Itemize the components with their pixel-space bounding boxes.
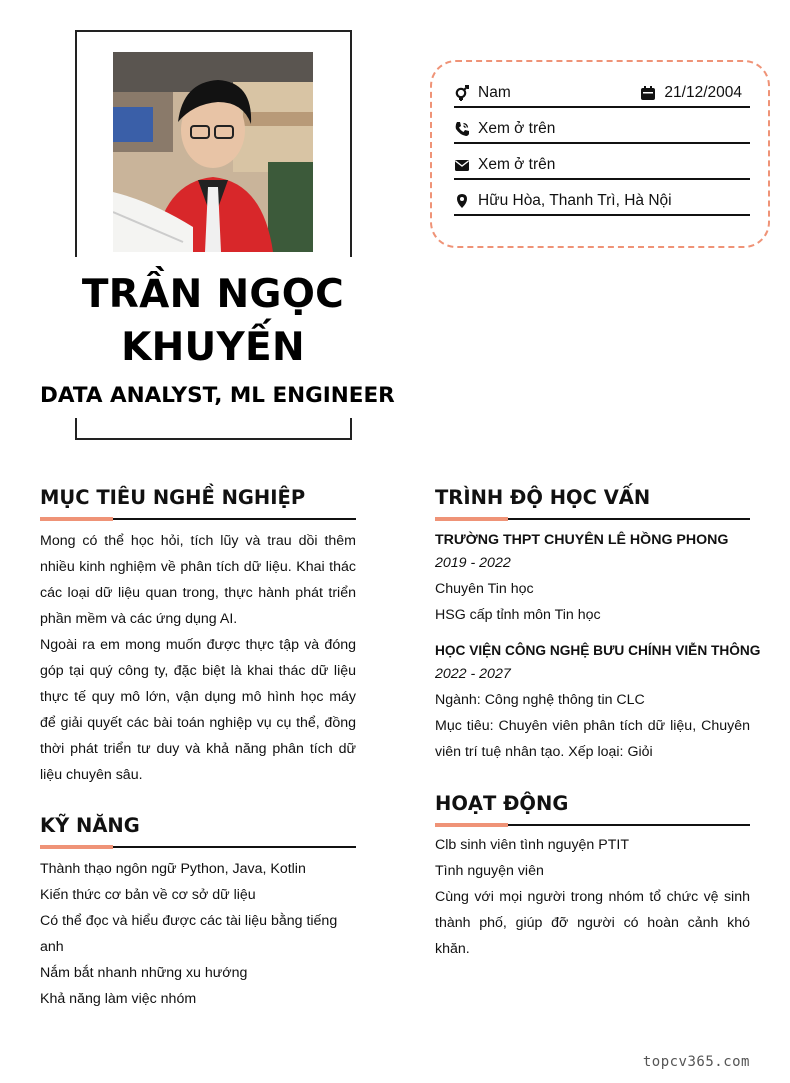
- phone-icon: [454, 121, 470, 137]
- activity-item: Cùng với mọi người trong nhóm tổ chức vệ sinh thành phố, giúp đỡ người có hoàn cảnh khó khăn.: [435, 889, 750, 957]
- section-accent: [40, 845, 113, 849]
- section-accent: [435, 823, 508, 827]
- email-icon: [454, 157, 470, 173]
- phone-value: Xem ở trên: [478, 120, 556, 137]
- skill-item: Có thể đọc và hiểu được các tài liệu bằng tiếng anh: [40, 913, 338, 955]
- school-detail: HSG cấp tỉnh môn Tin học: [435, 607, 601, 623]
- skill-item: Nắm bắt nhanh những xu hướng: [40, 965, 248, 981]
- school-detail: Mục tiêu: Chuyên viên phân tích dữ liệu, Chuyên viên trí tuệ nhân tạo. Xếp loại: Giỏi: [435, 718, 750, 760]
- school-years: 2022 - 2027: [435, 666, 511, 682]
- activity-item: Tình nguyện viên: [435, 863, 544, 879]
- education-entry: [435, 530, 750, 628]
- location-icon: [454, 193, 470, 209]
- objective-paragraph: Ngoài ra em mong muốn được thực tập và đóng góp tại quý công ty, đặc biệt là khai thác dữ liệu thực tế quy mô lớn, vận dụng mô hình học máy để giải quyết các bài toán nghiệp vụ cụ thể, đồng thời phát triển tư duy và khả năng phân tích dữ liệu chuyên sâu.: [40, 637, 356, 783]
- footer-site: topcv365.com: [642, 1054, 750, 1070]
- activities-section: [435, 792, 750, 962]
- skills-section: [40, 814, 356, 1012]
- activity-item: Clb sinh viên tình nguyện PTIT: [435, 837, 629, 853]
- objective-paragraph: Mong có thể học hỏi, tích lũy và trau dồi thêm nhiều kinh nghiệm về phân tích dữ liệu. Khai thác các loại dữ liệu quan trong, thực hành phát triển phần mềm và các ứng dụng AI.: [40, 533, 356, 627]
- profile-photo: [113, 52, 313, 252]
- candidate-name: TRẦN NGỌC KHUYẾN: [81, 272, 345, 370]
- activities-heading: HOẠT ĐỘNG: [435, 792, 569, 815]
- contact-row-address: [454, 188, 750, 216]
- birthdate-value: 21/12/2004: [664, 84, 742, 101]
- contact-box: [430, 60, 770, 248]
- address-value: Hữu Hòa, Thanh Trì, Hà Nội: [478, 192, 672, 209]
- section-accent: [40, 517, 113, 521]
- school-years: 2019 - 2022: [435, 555, 511, 571]
- school-detail: Chuyên Tin học: [435, 581, 534, 597]
- email-value: Xem ở trên: [478, 156, 556, 173]
- contact-row-email: [454, 152, 750, 180]
- contact-row-phone: [454, 116, 750, 144]
- skill-item: Thành thạo ngôn ngữ Python, Java, Kotlin: [40, 861, 306, 877]
- education-heading: TRÌNH ĐỘ HỌC VẤN: [435, 486, 651, 509]
- education-section: [435, 486, 761, 765]
- school-name: HỌC VIỆN CÔNG NGHỆ BƯU CHÍNH VIỄN THÔNG: [435, 643, 761, 658]
- skill-item: Khả năng làm việc nhóm: [40, 991, 197, 1007]
- objective-section: [40, 486, 356, 788]
- gender-value: Nam: [478, 84, 511, 101]
- gender-icon: [454, 85, 470, 101]
- name-bracket: [75, 418, 352, 440]
- skills-heading: KỸ NĂNG: [40, 814, 140, 837]
- skill-item: Kiến thức cơ bản về cơ sở dữ liệu: [40, 887, 256, 903]
- objective-heading: MỤC TIÊU NGHỀ NGHIỆP: [40, 486, 306, 509]
- contact-row-gender-birthdate: [454, 80, 750, 108]
- school-detail: Ngành: Công nghệ thông tin CLC: [435, 692, 645, 708]
- job-title: DATA ANALYST, ML ENGINEER: [40, 383, 395, 408]
- calendar-icon: [640, 85, 656, 101]
- school-name: TRƯỜNG THPT CHUYÊN LÊ HỒNG PHONG: [435, 532, 729, 548]
- education-entry: [435, 641, 761, 765]
- section-accent: [435, 517, 508, 521]
